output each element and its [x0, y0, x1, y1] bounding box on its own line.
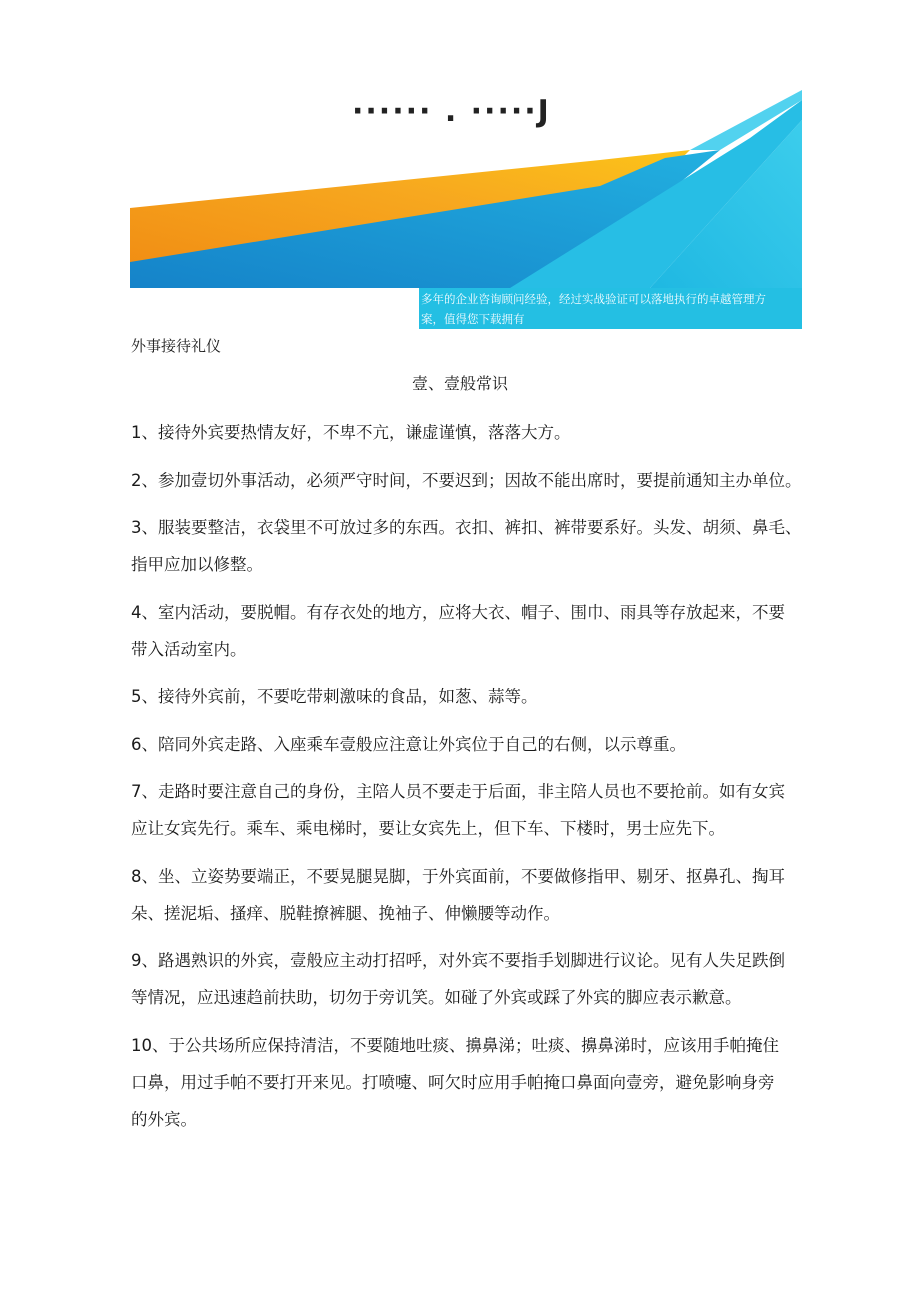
paragraph-2 — [131, 462, 803, 499]
paragraph-4 — [131, 594, 803, 668]
paragraph-10 — [131, 1027, 803, 1138]
paragraph-line: 1、接待外宾要热情友好，不卑不亢，谦虚谨慎，落落大方。 — [131, 423, 571, 442]
paragraph-9 — [131, 942, 803, 1016]
paragraph-line: 9、路遇熟识的外宾，壹般应主动打招呼，对外宾不要指手划脚进行议论。见有人失足跌倒 — [131, 951, 785, 970]
banner-title: ······ . ·····J — [352, 94, 551, 129]
paragraph-3 — [131, 509, 803, 583]
paragraph-line: 2、参加壹切外事活动，必须严守时间，不要迟到；因故不能出席时，要提前通知主办单位。 — [131, 470, 802, 490]
paragraph-line: 8、坐、立姿势要端正，不要晃腿晃脚，于外宾面前，不要做修指甲、剔牙、抠鼻孔、掏耳 — [131, 866, 785, 886]
section-heading: 壹、壹般常识 — [411, 374, 508, 393]
paragraph-line: 的外宾。 — [131, 1109, 197, 1129]
paragraph-line: 10、于公共场所应保持清洁，不要随地吐痰、擤鼻涕；吐痰、擤鼻涕时，应该用手帕掩住 — [131, 1035, 779, 1055]
document-body — [131, 414, 803, 1148]
paragraph-line: 口鼻，用过手帕不要打开来见。打喷嚏、呵欠时应用手帕掩口鼻面向壹旁，避免影响身旁 — [131, 1072, 775, 1092]
paragraph-1 — [131, 414, 803, 451]
document-title: 外事接待礼仪 — [131, 337, 222, 355]
paragraph-6 — [131, 726, 803, 763]
paragraph-line: 应让女宾先行。乘车、乘电梯时，要让女宾先上，但下车、下楼时，男士应先下。 — [131, 819, 725, 838]
paragraph-line: 3、服装要整洁，衣袋里不可放过多的东西。衣扣、裤扣、裤带要系好。头发、胡须、鼻毛、 — [131, 518, 802, 537]
paragraph-line: 带入活动室内。 — [131, 639, 247, 659]
banner-tagline — [419, 288, 802, 329]
paragraph-line: 等情况，应迅速趋前扶助，切勿于旁讥笑。如碰了外宾或踩了外宾的脚应表示歉意。 — [131, 988, 742, 1007]
header-banner — [130, 90, 802, 288]
paragraph-line: 6、陪同外宾走路、入座乘车壹般应注意让外宾位于自己的右侧，以示尊重。 — [131, 734, 686, 754]
paragraph-line: 7、走路时要注意自己的身份，主陪人员不要走于后面，非主陪人员也不要抢前。如有女宾 — [131, 782, 785, 801]
paragraph-line: 4、室内活动，要脱帽。有存衣处的地方，应将大衣、帽子、围巾、雨具等存放起来，不要 — [131, 602, 785, 622]
paragraph-7 — [131, 773, 803, 847]
paragraph-8 — [131, 858, 803, 932]
paragraph-line: 5、接待外宾前，不要吃带刺激味的食品，如葱、蒜等。 — [131, 687, 538, 706]
tagline-line: 案，值得您下载拥有 — [421, 312, 525, 326]
paragraph-line: 指甲应加以修整。 — [131, 555, 263, 574]
tagline-line: 多年的企业咨询顾问经验，经过实战验证可以落地执行的卓越管理方 — [421, 292, 766, 306]
paragraph-5 — [131, 678, 803, 715]
paragraph-line: 朵、搓泥垢、搔痒、脱鞋撩裤腿、挽袖子、伸懒腰等动作。 — [131, 903, 560, 923]
